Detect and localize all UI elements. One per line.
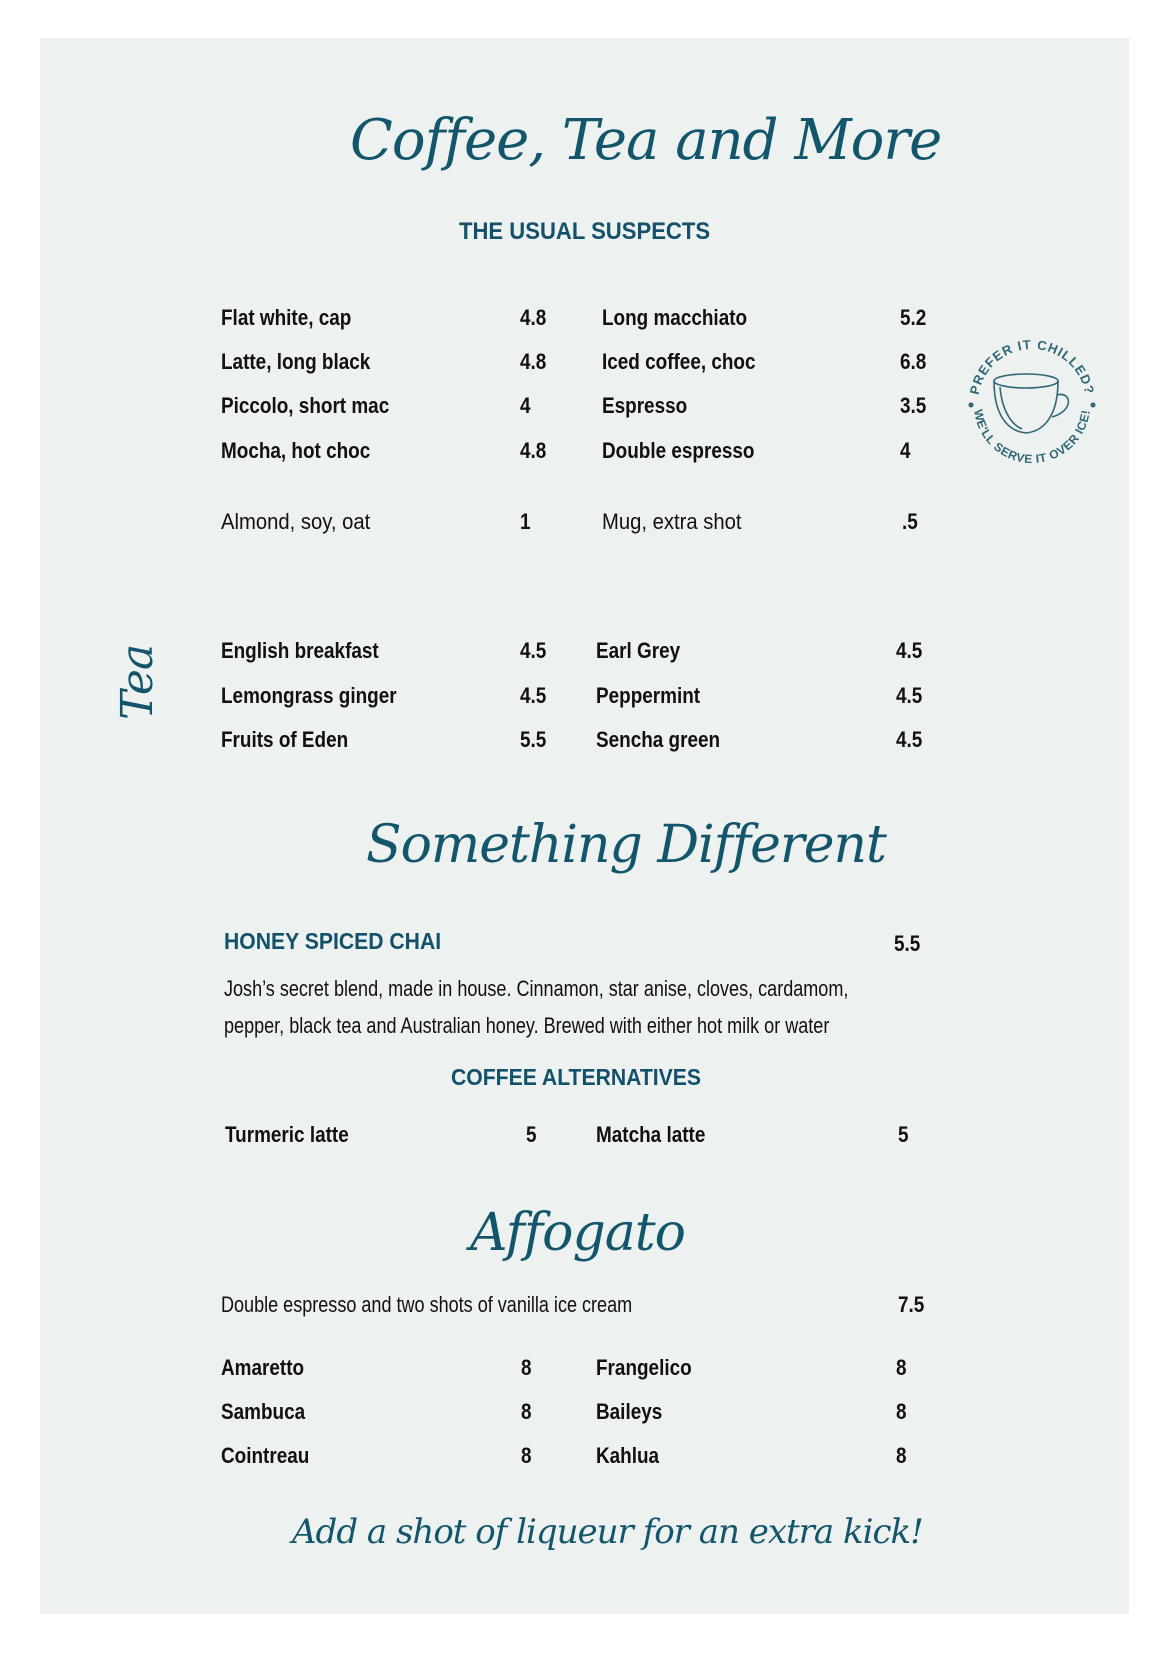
- menu-item-name: Sambuca: [221, 1399, 306, 1424]
- stamp-bottom-text: WE'LL SERVE IT OVER ICE!: [970, 408, 1093, 467]
- cup-icon: [994, 374, 1068, 433]
- extra-item-price: .5: [902, 509, 918, 534]
- extra-item-name: Mug, extra shot: [602, 509, 742, 534]
- menu-item-price: 6.8: [900, 349, 927, 374]
- affogato-footer-note: Add a shot of liqueur for an extra kick!: [292, 1512, 923, 1552]
- menu-item-price: 4.5: [520, 683, 547, 708]
- tea-section-label: Tea: [112, 644, 163, 720]
- menu-item-name: Frangelico: [596, 1355, 692, 1380]
- menu-item-price: 8: [896, 1399, 907, 1424]
- extra-item-name: Almond, soy, oat: [221, 509, 371, 534]
- section-heading-something-different: Something Different: [366, 815, 886, 875]
- menu-item-name: English breakfast: [221, 638, 379, 663]
- menu-item-price: 3.5: [900, 393, 927, 418]
- menu-item-price: 5: [898, 1122, 909, 1147]
- menu-item-price: 4.8: [520, 305, 547, 330]
- menu-item-name: Piccolo, short mac: [221, 393, 390, 418]
- menu-item-name: Latte, long black: [221, 349, 371, 374]
- menu-item-price: 4: [900, 438, 911, 463]
- menu-item-name: Lemongrass ginger: [221, 683, 397, 708]
- affogato-price: 7.5: [898, 1292, 925, 1317]
- menu-item-name: Espresso: [602, 393, 688, 418]
- menu-item-price: 4.5: [896, 727, 923, 752]
- menu-item-price: 4.5: [896, 638, 923, 663]
- menu-item-price: 4.5: [896, 683, 923, 708]
- menu-item-price: 4.5: [520, 638, 547, 663]
- menu-item-price: 8: [896, 1355, 907, 1380]
- page-title: Coffee, Tea and More: [350, 108, 942, 173]
- chai-description-line-1: Josh’s secret blend, made in house. Cinnamon, star anise, cloves, cardamom,: [224, 976, 849, 1001]
- svg-text:WE'LL SERVE IT OVER ICE!: [971, 408, 1093, 466]
- menu-item-name: Iced coffee, choc: [602, 349, 756, 374]
- chai-name: HONEY SPICED CHAI: [224, 928, 442, 954]
- menu-item-price: 5.2: [900, 305, 927, 330]
- menu-item-name: Earl Grey: [596, 638, 681, 663]
- extra-item-price: 1: [520, 509, 531, 534]
- menu-item-name: Long macchiato: [602, 305, 748, 330]
- menu-item-name: Amaretto: [221, 1355, 305, 1380]
- iced-coffee-stamp: [962, 333, 1102, 473]
- affogato-description: Double espresso and two shots of vanilla ice cream: [221, 1292, 633, 1317]
- menu-item-price: 4.8: [520, 438, 547, 463]
- menu-item-price: 8: [521, 1399, 532, 1424]
- menu-item-name: Baileys: [596, 1399, 663, 1424]
- menu-item-price: 8: [521, 1443, 532, 1468]
- menu-item-name: Turmeric latte: [225, 1122, 349, 1147]
- menu-item-name: Fruits of Eden: [221, 727, 349, 752]
- menu-item-price: 8: [521, 1355, 532, 1380]
- menu-item-price: 4.8: [520, 349, 547, 374]
- menu-item-name: Mocha, hot choc: [221, 438, 371, 463]
- menu-item-name: Peppermint: [596, 683, 701, 708]
- menu-item-price: 4: [520, 393, 531, 418]
- chai-price: 5.5: [894, 931, 921, 956]
- section-heading-coffee-alternatives: COFFEE ALTERNATIVES: [451, 1064, 702, 1090]
- menu-item-price: 8: [896, 1443, 907, 1468]
- menu-item-name: Matcha latte: [596, 1122, 706, 1147]
- section-heading-affogato: Affogato: [470, 1203, 685, 1263]
- menu-item-name: Kahlua: [596, 1443, 660, 1468]
- menu-item-name: Flat white, cap: [221, 305, 352, 330]
- menu-item-name: Sencha green: [596, 727, 721, 752]
- menu-item-price: 5: [526, 1122, 537, 1147]
- menu-item-name: Double espresso: [602, 438, 755, 463]
- chai-description-line-2: pepper, black tea and Australian honey. Brewed with either hot milk or water: [224, 1013, 830, 1038]
- stamp-top-text: PREFER IT CHILLED?: [966, 336, 1098, 396]
- section-heading-usual-suspects: THE USUAL SUSPECTS: [459, 218, 711, 245]
- menu-item-name: Cointreau: [221, 1443, 310, 1468]
- menu-item-price: 5.5: [520, 727, 547, 752]
